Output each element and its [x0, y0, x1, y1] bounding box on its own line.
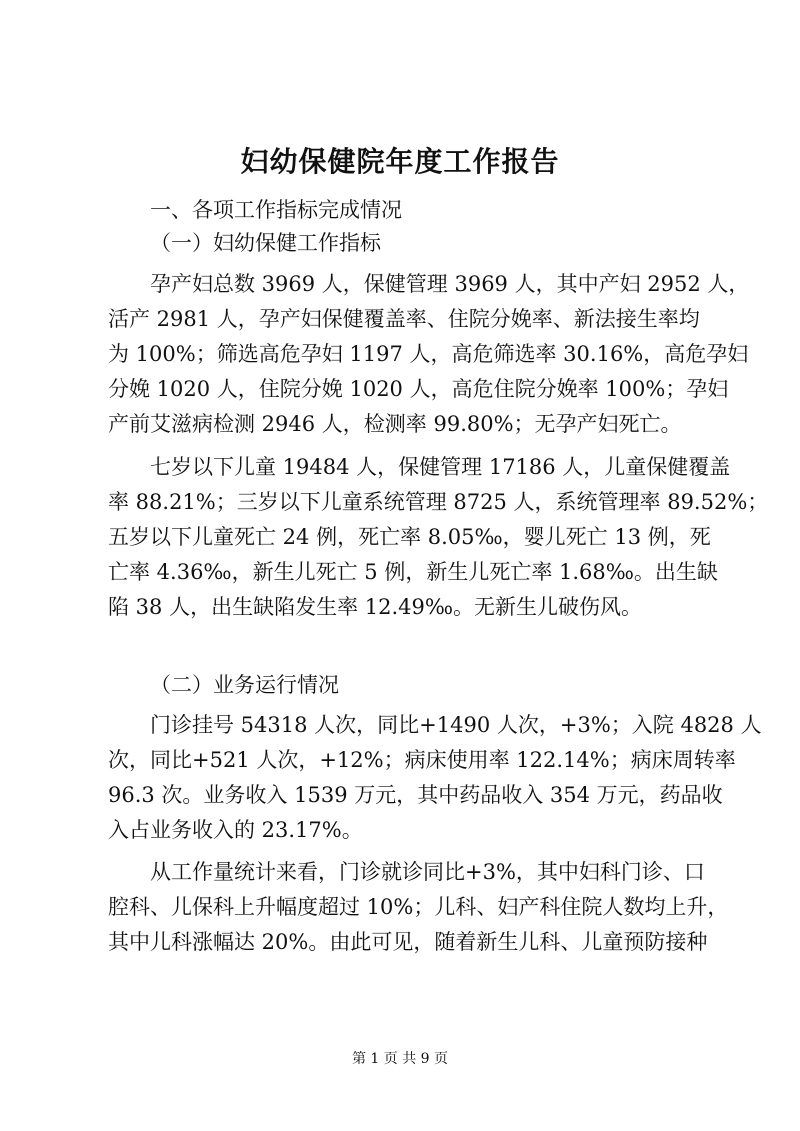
paragraph-line: 腔科、儿保科上升幅度超过 10%；儿科、妇产科住院人数均上升， — [108, 895, 729, 919]
paragraph-line: 为 100%；筛选高危孕妇 1197 人，高危筛选率 30.16%，高危孕妇 — [108, 342, 749, 366]
paragraph-line: 从工作量统计来看，门诊就诊同比+3%，其中妇科门诊、口 — [150, 860, 705, 884]
paragraph-line: 产前艾滋病检测 2946 人，检测率 99.80%；无孕产妇死亡。 — [108, 412, 682, 436]
paragraph-line: 次，同比+521 人次，+12%；病床使用率 122.14%；病床周转率 — [108, 748, 736, 772]
page-number-footer: 第 1 页 共 9 页 — [351, 1051, 449, 1067]
subsection-heading: （一）妇幼保健工作指标 — [150, 231, 381, 255]
paragraph-line: 其中儿科涨幅达 20%。由此可见，随着新生儿科、儿童预防接种 — [108, 930, 708, 954]
paragraph-line: 分娩 1020 人，住院分娩 1020 人，高危住院分娩率 100%；孕妇 — [108, 377, 729, 401]
paragraph-line: 门诊挂号 54318 人次，同比+1490 人次，+3%；入院 4828 人 — [150, 713, 762, 737]
subsection-heading: （二）业务运行情况 — [150, 673, 339, 697]
paragraph-line: 入占业务收入的 23.17%。 — [108, 818, 363, 842]
paragraph-line: 五岁以下儿童死亡 24 例，死亡率 8.05‰，婴儿死亡 13 例，死 — [108, 525, 711, 549]
paragraph-line: 亡率 4.36‰，新生儿死亡 5 例，新生儿死亡率 1.68‰。出生缺 — [108, 560, 718, 584]
paragraph-line: 七岁以下儿童 19484 人，保健管理 17186 人，儿童保健覆盖 — [150, 455, 731, 479]
document-title: 妇幼保健院年度工作报告 — [240, 145, 560, 178]
paragraph-line: 活产 2981 人，孕产妇保健覆盖率、住院分娩率、新法接生率均 — [108, 307, 700, 331]
paragraph-line: 孕产妇总数 3969 人，保健管理 3969 人，其中产妇 2952 人， — [150, 272, 750, 296]
paragraph-line: 率 88.21%；三岁以下儿童系统管理 8725 人，系统管理率 89.52%； — [108, 490, 769, 514]
section-heading: 一、各项工作指标完成情况 — [150, 198, 402, 222]
paragraph-line: 96.3 次。业务收入 1539 万元，其中药品收入 354 万元，药品收 — [108, 783, 723, 807]
paragraph-line: 陷 38 人，出生缺陷发生率 12.49‰。无新生儿破伤风。 — [108, 595, 643, 619]
